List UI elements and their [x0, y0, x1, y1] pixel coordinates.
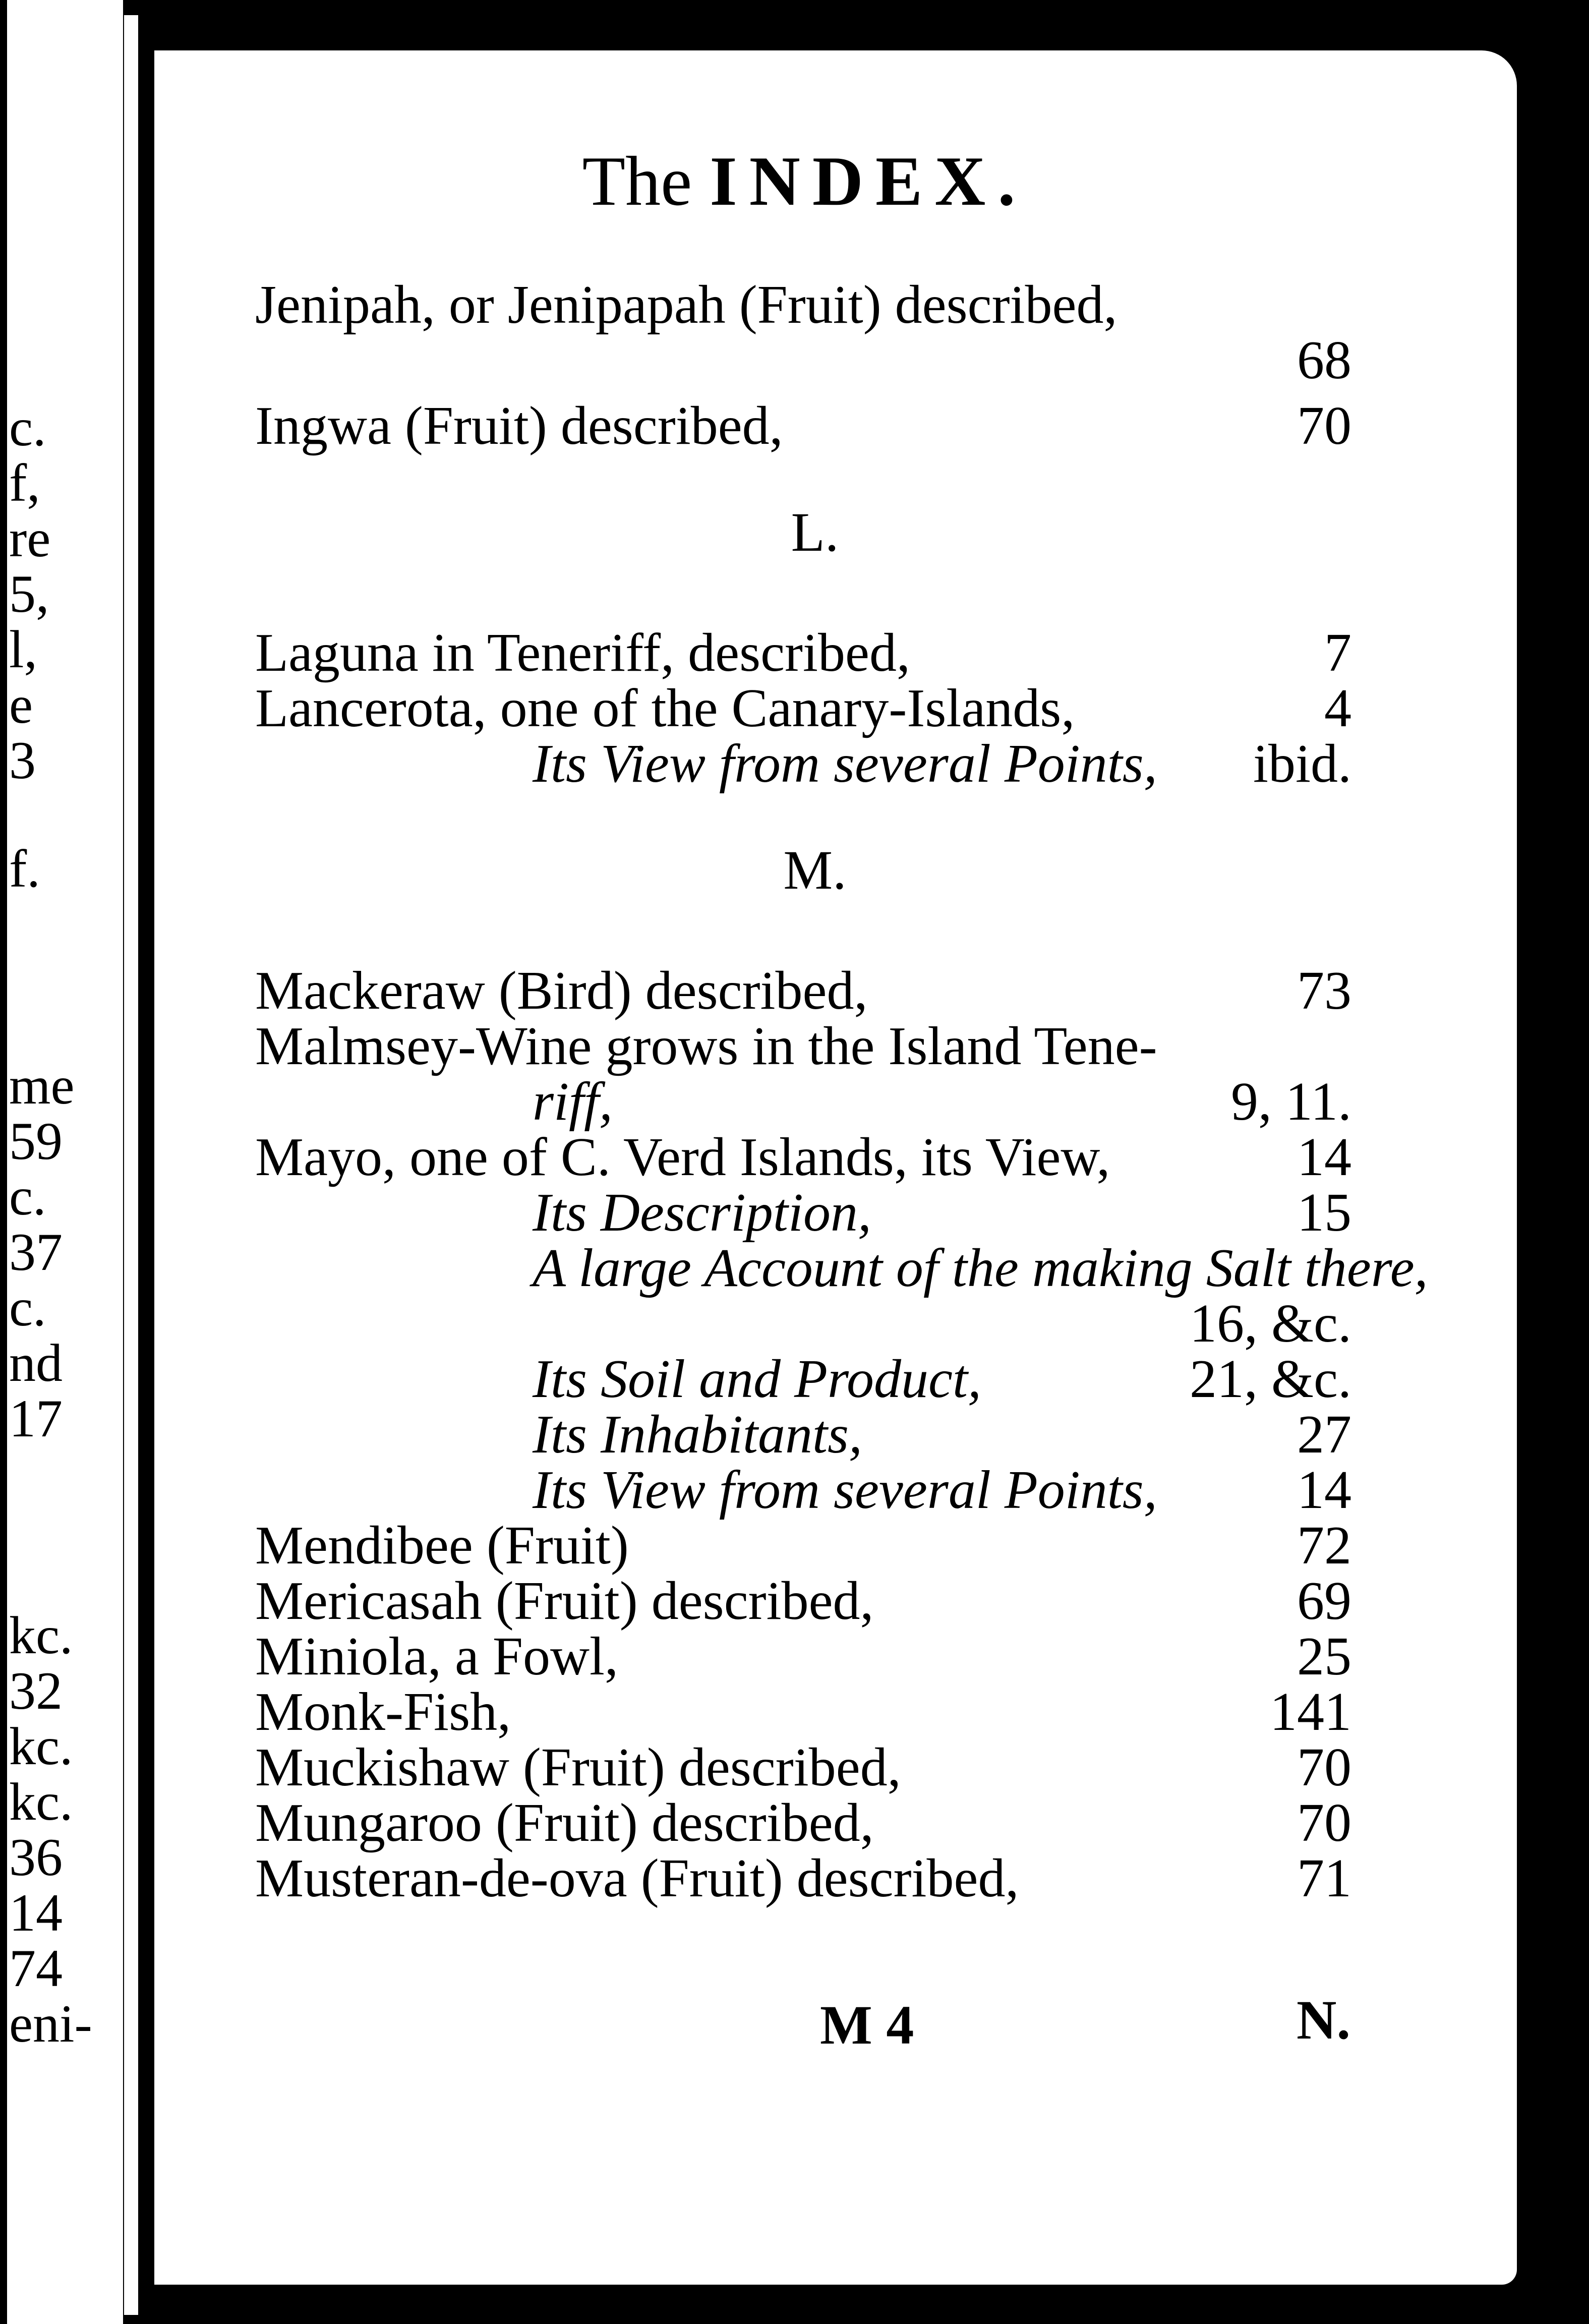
facing-page-strip: [7, 0, 123, 2324]
index-entry: [154, 1349, 1517, 1409]
facing-page-fragment: 74: [9, 1939, 63, 1998]
facing-page-fragment: 59: [9, 1112, 63, 1171]
index-entry: [154, 1518, 1517, 1574]
title-prefix: The: [582, 142, 692, 220]
facing-page-fragment: c.: [9, 1167, 46, 1226]
index-entry: [154, 963, 1517, 1019]
entry-page-ref: 68: [1297, 330, 1351, 390]
facing-page-fragment: kc.: [9, 1606, 73, 1665]
section-heading-l: L.: [791, 501, 839, 563]
facing-page-fragment: kc.: [9, 1717, 73, 1776]
index-entry: [154, 1016, 1517, 1076]
facing-page-fragment: 32: [9, 1661, 63, 1720]
index-entry: [154, 1127, 1517, 1187]
index-entry: [154, 1571, 1517, 1631]
entry-term: Its View from several Points,: [533, 734, 1157, 794]
index-entry: [154, 736, 1517, 792]
facing-page-fragment: c.: [9, 1278, 46, 1337]
signature-mark: M 4: [820, 1994, 914, 2056]
facing-page-fragment: 36: [9, 1828, 63, 1887]
facing-page-fragment: 14: [9, 1883, 63, 1942]
entry-term: Lancerota, one of the Canary-Islands,: [255, 678, 1075, 738]
index-entry: [154, 1460, 1517, 1520]
facing-page-fragment: kc.: [9, 1772, 73, 1831]
entry-term: Its View from several Points,: [533, 1460, 1157, 1520]
facing-page-fragment: 5,: [9, 564, 49, 623]
entry-page-ref: 25: [1297, 1626, 1351, 1687]
entry-term: A large Account of the making Salt there,: [533, 1238, 1428, 1298]
entry-term: Mendibee (Fruit): [255, 1516, 629, 1576]
entry-page-ref: 21, &c.: [1190, 1349, 1351, 1409]
entry-page-ref: 70: [1297, 396, 1351, 456]
entry-term: Laguna in Teneriff, described,: [255, 623, 910, 683]
entry-term: Musteran-de-ova (Fruit) described,: [255, 1848, 1019, 1908]
entry-page-ref: 27: [1297, 1405, 1351, 1465]
entry-page-ref: 4: [1324, 678, 1351, 738]
title-main: INDEX.: [710, 142, 1028, 220]
entry-page-ref: 16, &c.: [1190, 1294, 1351, 1354]
entry-page-ref: 70: [1297, 1793, 1351, 1853]
entry-page-ref: 71: [1297, 1848, 1351, 1908]
facing-page-fragment: e: [9, 675, 33, 734]
section-heading-m: M.: [783, 839, 847, 901]
entry-term: Mungaroo (Fruit) described,: [255, 1793, 874, 1853]
index-entry: [154, 1296, 1517, 1352]
facing-page-fragment: f.: [9, 839, 40, 898]
index-entry: [154, 1848, 1517, 1908]
index-entry: [154, 678, 1517, 738]
facing-page-fragment: re: [9, 509, 51, 568]
entry-term: Miniola, a Fowl,: [255, 1626, 618, 1687]
catchword: N.: [1297, 1989, 1350, 2051]
entry-page-ref: 9, 11.: [1231, 1072, 1351, 1132]
entry-page-ref: 141: [1270, 1682, 1351, 1742]
facing-page-fragment: 3: [9, 731, 36, 790]
index-entry: [154, 1795, 1517, 1851]
entry-term: Its Description,: [533, 1183, 871, 1243]
page-title: [502, 142, 1107, 220]
facing-page-fragment: eni-: [9, 1994, 92, 2053]
index-entry: [154, 330, 1517, 390]
facing-page-fragment: 17: [9, 1389, 63, 1448]
entry-page-ref: ibid.: [1253, 734, 1351, 794]
index-entry: [154, 1626, 1517, 1687]
index-entry: [154, 625, 1517, 681]
entry-page-ref: 70: [1297, 1737, 1351, 1797]
index-entry: [154, 1684, 1517, 1740]
index-entry: [154, 1185, 1517, 1241]
entry-term: Its Inhabitants,: [533, 1405, 863, 1465]
index-entry: [154, 1074, 1517, 1130]
entry-page-ref: 15: [1297, 1183, 1351, 1243]
entry-page-ref: 72: [1297, 1516, 1351, 1576]
entry-term: Mayo, one of C. Verd Islands, its View,: [255, 1127, 1110, 1187]
entry-term: Muckishaw (Fruit) described,: [255, 1737, 901, 1797]
facing-page-fragment: c.: [9, 398, 46, 457]
index-entry: [154, 1238, 1517, 1298]
entry-page-ref: 14: [1297, 1127, 1351, 1187]
entry-term: riff,: [533, 1072, 613, 1132]
entry-page-ref: 69: [1297, 1571, 1351, 1631]
entry-term: Monk-Fish,: [255, 1682, 511, 1742]
entry-page-ref: 14: [1297, 1460, 1351, 1520]
page-gutter: [124, 15, 138, 2315]
entry-page-ref: 73: [1297, 961, 1351, 1021]
facing-page-fragment: me: [9, 1056, 75, 1115]
facing-page-fragment: nd: [9, 1333, 63, 1392]
index-entry: [154, 277, 1517, 333]
entry-term: Malmsey-Wine grows in the Island Tene-: [255, 1016, 1157, 1076]
entry-term: Ingwa (Fruit) described,: [255, 396, 783, 456]
index-page: [154, 50, 1517, 2285]
entry-term: Mericasah (Fruit) described,: [255, 1571, 874, 1631]
facing-page-fragment: f,: [9, 453, 40, 512]
index-entry: [154, 398, 1517, 454]
index-entry: [154, 1737, 1517, 1797]
facing-page-fragment: 37: [9, 1223, 63, 1282]
entry-page-ref: 7: [1324, 623, 1351, 683]
entry-term: Its Soil and Product,: [533, 1349, 981, 1409]
index-entry: [154, 1407, 1517, 1463]
entry-term: Jenipah, or Jenipapah (Fruit) described,: [255, 275, 1117, 335]
facing-page-fragment: l,: [9, 620, 37, 679]
entry-term: Mackeraw (Bird) described,: [255, 961, 868, 1021]
